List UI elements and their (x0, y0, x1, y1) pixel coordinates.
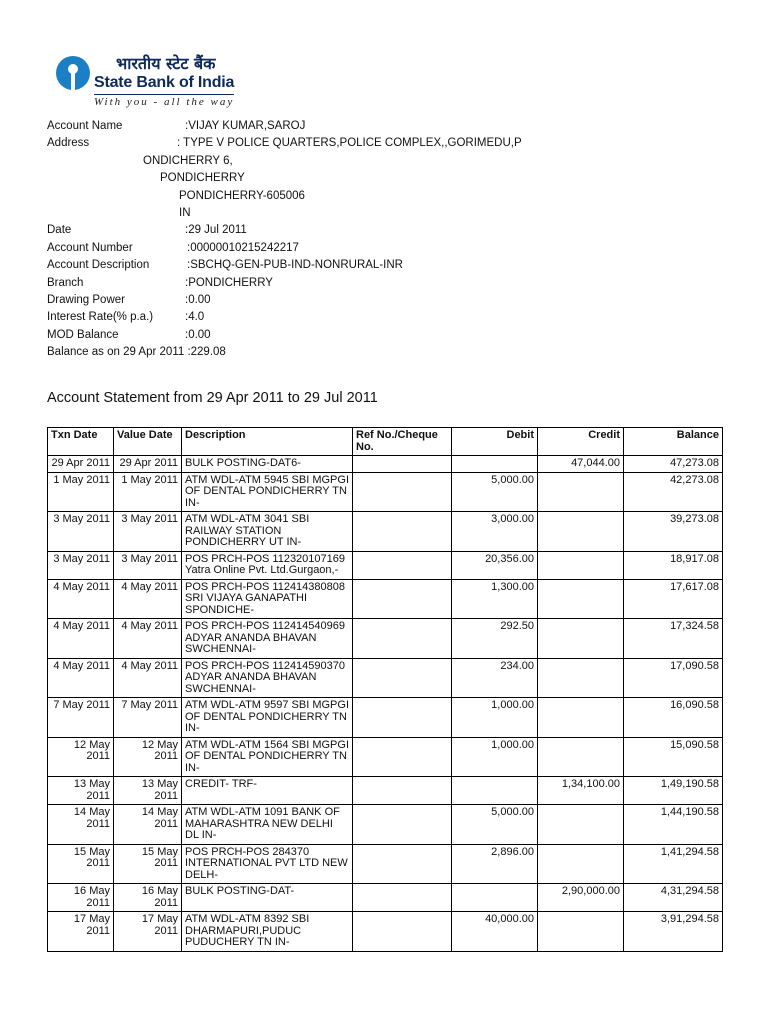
mod-balance-value: :0.00 (185, 328, 211, 341)
ref-no-cell (353, 884, 452, 912)
header-balance: Balance (624, 428, 723, 456)
txn-date-cell: 4 May 2011 (48, 579, 114, 619)
description-cell: POS PRCH-POS 112414590370 ADYAR ANANDA BHAVAN SWCHENNAI- (182, 658, 353, 698)
ref-no-cell (353, 456, 452, 473)
description-cell: POS PRCH-POS 112414380808 SRI VIJAYA GANAPATHI SPONDICHE- (182, 579, 353, 619)
description-cell: BULK POSTING-DAT- (182, 884, 353, 912)
drawing-power-label: Drawing Power (47, 293, 125, 306)
txn-date-cell: 4 May 2011 (48, 658, 114, 698)
debit-cell: 40,000.00 (452, 912, 538, 952)
address-line-4: PONDICHERRY-605006 (179, 189, 305, 202)
balance-cell: 17,324.58 (624, 619, 723, 659)
bank-name-hindi: भारतीय स्टेट बैंक (116, 54, 216, 73)
opening-balance: Balance as on 29 Apr 2011 :229.08 (47, 346, 226, 359)
debit-cell (452, 456, 538, 473)
bank-logo (56, 52, 256, 112)
debit-cell: 20,356.00 (452, 551, 538, 579)
header-txn-date: Txn Date (48, 428, 114, 456)
interest-rate-label: Interest Rate(% p.a.) (47, 311, 154, 324)
txn-date-cell: 29 Apr 2011 (48, 456, 114, 473)
txn-date-cell: 13 May 2011 (48, 777, 114, 805)
credit-cell (538, 844, 624, 884)
interest-rate-value: :4.0 (185, 311, 205, 324)
credit-cell (538, 737, 624, 777)
table-row (48, 512, 723, 552)
debit-cell: 292.50 (452, 619, 538, 659)
value-date-cell: 3 May 2011 (114, 512, 182, 552)
value-date-cell: 12 May 2011 (114, 737, 182, 777)
value-date-cell: 29 Apr 2011 (114, 456, 182, 473)
description-cell: ATM WDL-ATM 9597 SBI MGPGI OF DENTAL PONDICHERRY TN IN- (182, 698, 353, 738)
description-cell: ATM WDL-ATM 3041 SBI RAILWAY STATION PONDICHERRY UT IN- (182, 512, 353, 552)
debit-cell: 3,000.00 (452, 512, 538, 552)
drawing-power-value: :0.00 (185, 293, 211, 306)
credit-cell (538, 512, 624, 552)
value-date-cell: 3 May 2011 (114, 551, 182, 579)
debit-cell: 1,300.00 (452, 579, 538, 619)
txn-date-cell: 16 May 2011 (48, 884, 114, 912)
ref-no-cell (353, 512, 452, 552)
description-cell: ATM WDL-ATM 1091 BANK OF MAHARASHTRA NEW DELHI DL IN- (182, 805, 353, 845)
ref-no-cell (353, 777, 452, 805)
description-cell: POS PRCH-POS 112414540969 ADYAR ANANDA BHAVAN SWCHENNAI- (182, 619, 353, 659)
address-line-2: ONDICHERRY 6, (143, 154, 233, 167)
table-row (48, 777, 723, 805)
header-value-date: Value Date (114, 428, 182, 456)
account-number-value: :00000010215242217 (187, 241, 299, 254)
txn-date-cell: 4 May 2011 (48, 619, 114, 659)
transactions-table (47, 427, 723, 952)
credit-cell: 47,044.00 (538, 456, 624, 473)
table-row (48, 844, 723, 884)
table-row (48, 737, 723, 777)
header-description: Description (182, 428, 353, 456)
value-date-cell: 13 May 2011 (114, 777, 182, 805)
address-line-3: PONDICHERRY (160, 172, 245, 185)
description-cell: BULK POSTING-DAT6- (182, 456, 353, 473)
table-row (48, 456, 723, 473)
txn-date-cell: 14 May 2011 (48, 805, 114, 845)
value-date-cell: 16 May 2011 (114, 884, 182, 912)
value-date-cell: 1 May 2011 (114, 472, 182, 512)
credit-cell (538, 698, 624, 738)
balance-cell: 1,41,294.58 (624, 844, 723, 884)
ref-no-cell (353, 551, 452, 579)
ref-no-cell (353, 912, 452, 952)
credit-cell (538, 658, 624, 698)
description-cell: POS PRCH-POS 112320107169 Yatra Online Pvt. Ltd.Gurgaon,- (182, 551, 353, 579)
account-name-value: :VIJAY KUMAR,SAROJ (185, 120, 306, 132)
description-cell: CREDIT- TRF- (182, 777, 353, 805)
table-row (48, 579, 723, 619)
balance-cell: 17,617.08 (624, 579, 723, 619)
header-ref-no: Ref No./Cheque No. (353, 428, 452, 456)
ref-no-cell (353, 737, 452, 777)
ref-no-cell (353, 658, 452, 698)
description-cell: POS PRCH-POS 284370 INTERNATIONAL PVT LTD NEW DELH- (182, 844, 353, 884)
account-name-label: Account Name (47, 120, 123, 132)
ref-no-cell (353, 472, 452, 512)
balance-cell: 18,917.08 (624, 551, 723, 579)
balance-cell: 17,090.58 (624, 658, 723, 698)
ref-no-cell (353, 579, 452, 619)
debit-cell: 5,000.00 (452, 472, 538, 512)
branch-value: :PONDICHERRY (185, 276, 273, 289)
table-row (48, 805, 723, 845)
address-line-1: : TYPE V POLICE QUARTERS,POLICE COMPLEX,,GORIMEDU,P (177, 137, 522, 150)
txn-date-cell: 15 May 2011 (48, 844, 114, 884)
account-description-value: :SBCHQ-GEN-PUB-IND-NONRURAL-INR (187, 259, 403, 272)
bank-name: State Bank of India (94, 74, 235, 91)
value-date-cell: 14 May 2011 (114, 805, 182, 845)
ref-no-cell (353, 805, 452, 845)
branch-label: Branch (47, 276, 84, 289)
debit-cell: 1,000.00 (452, 737, 538, 777)
debit-cell: 1,000.00 (452, 698, 538, 738)
balance-cell: 39,273.08 (624, 512, 723, 552)
balance-cell: 1,44,190.58 (624, 805, 723, 845)
header-debit: Debit (452, 428, 538, 456)
table-row (48, 619, 723, 659)
value-date-cell: 15 May 2011 (114, 844, 182, 884)
credit-cell (538, 551, 624, 579)
address-label: Address (47, 137, 90, 150)
debit-cell (452, 884, 538, 912)
ref-no-cell (353, 698, 452, 738)
credit-cell: 1,34,100.00 (538, 777, 624, 805)
balance-cell: 15,090.58 (624, 737, 723, 777)
debit-cell (452, 777, 538, 805)
description-cell: ATM WDL-ATM 5945 SBI MGPGI OF DENTAL PONDICHERRY TN IN- (182, 472, 353, 512)
date-label: Date (47, 224, 72, 237)
balance-cell: 16,090.58 (624, 698, 723, 738)
credit-cell (538, 579, 624, 619)
account-number-label: Account Number (47, 241, 133, 254)
ref-no-cell (353, 844, 452, 884)
bank-tagline: With you - all the way (94, 96, 235, 108)
value-date-cell: 7 May 2011 (114, 698, 182, 738)
value-date-cell: 4 May 2011 (114, 658, 182, 698)
statement-title: Account Statement from 29 Apr 2011 to 29 Jul 2011 (47, 390, 378, 406)
table-row (48, 884, 723, 912)
table-row (48, 472, 723, 512)
credit-cell (538, 805, 624, 845)
balance-cell: 47,273.08 (624, 456, 723, 473)
value-date-cell: 17 May 2011 (114, 912, 182, 952)
mod-balance-label: MOD Balance (47, 328, 119, 341)
date-value: :29 Jul 2011 (185, 224, 247, 237)
description-cell: ATM WDL-ATM 8392 SBI DHARMAPURI,PUDUC PUDUCHERY TN IN- (182, 912, 353, 952)
txn-date-cell: 1 May 2011 (48, 472, 114, 512)
balance-cell: 4,31,294.58 (624, 884, 723, 912)
table-row (48, 658, 723, 698)
credit-cell (538, 912, 624, 952)
value-date-cell: 4 May 2011 (114, 619, 182, 659)
txn-date-cell: 7 May 2011 (48, 698, 114, 738)
account-description-label: Account Description (47, 259, 150, 272)
value-date-cell: 4 May 2011 (114, 579, 182, 619)
balance-cell: 1,49,190.58 (624, 777, 723, 805)
credit-cell (538, 472, 624, 512)
debit-cell: 5,000.00 (452, 805, 538, 845)
header-credit: Credit (538, 428, 624, 456)
description-cell: ATM WDL-ATM 1564 SBI MGPGI OF DENTAL PONDICHERRY TN IN- (182, 737, 353, 777)
credit-cell: 2,90,000.00 (538, 884, 624, 912)
balance-cell: 42,273.08 (624, 472, 723, 512)
debit-cell: 234.00 (452, 658, 538, 698)
table-row (48, 551, 723, 579)
txn-date-cell: 3 May 2011 (48, 512, 114, 552)
table-row (48, 698, 723, 738)
sbi-logo-icon (56, 56, 90, 90)
txn-date-cell: 17 May 2011 (48, 912, 114, 952)
balance-cell: 3,91,294.58 (624, 912, 723, 952)
address-line-5: IN (179, 206, 191, 219)
table-row (48, 912, 723, 952)
ref-no-cell (353, 619, 452, 659)
txn-date-cell: 3 May 2011 (48, 551, 114, 579)
table-header-row (48, 428, 723, 456)
txn-date-cell: 12 May 2011 (48, 737, 114, 777)
debit-cell: 2,896.00 (452, 844, 538, 884)
credit-cell (538, 619, 624, 659)
